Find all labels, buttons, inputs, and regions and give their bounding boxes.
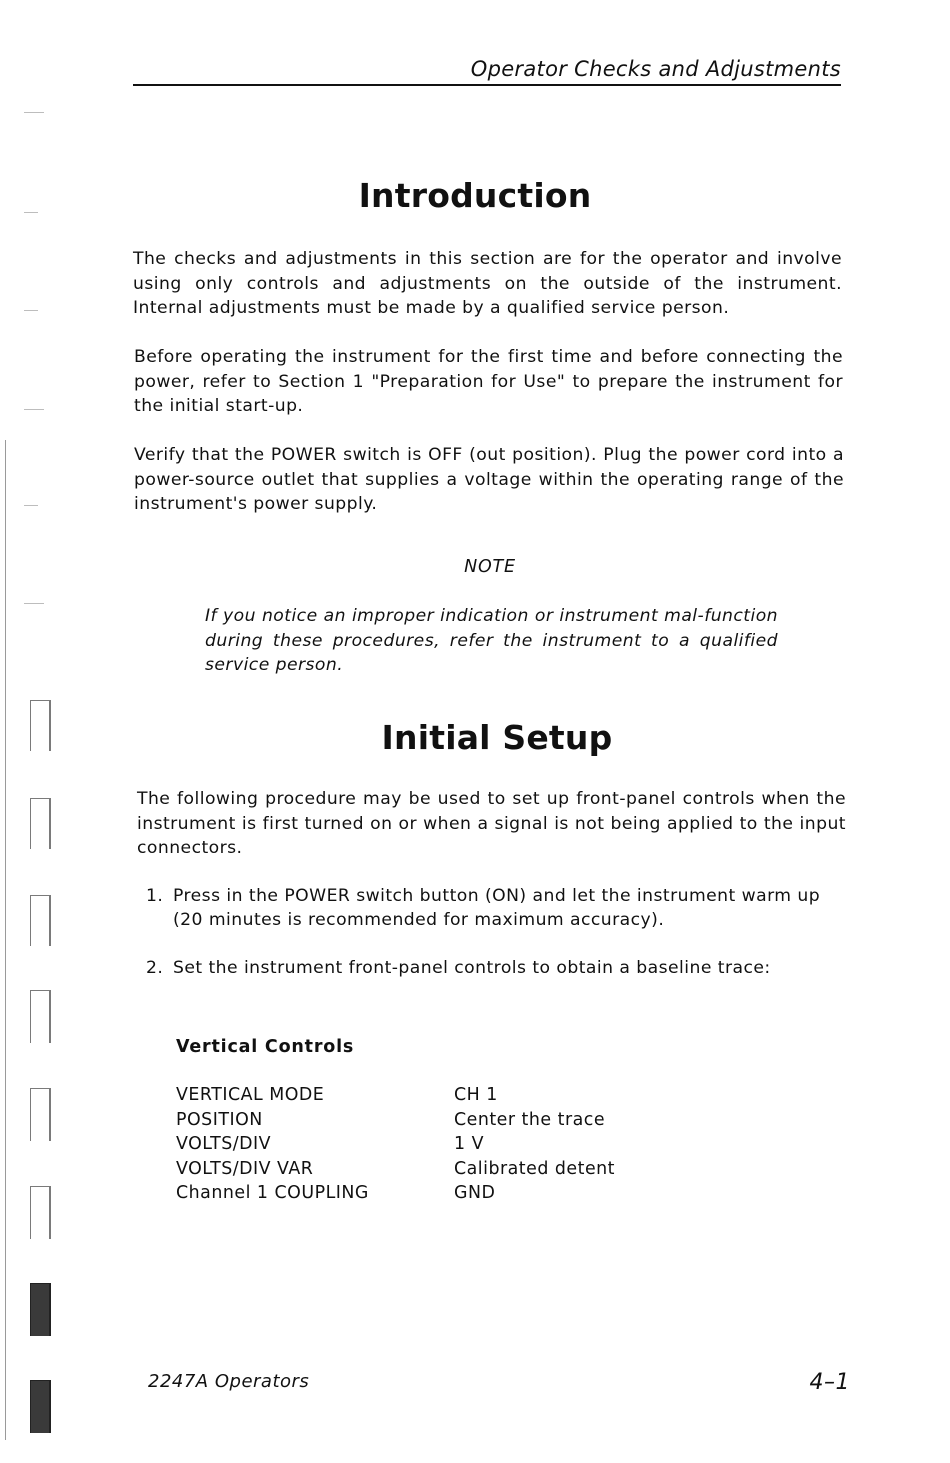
step-text: Press in the POWER switch button (ON) and let the instrument warm up bbox=[173, 886, 821, 906]
binding-tab bbox=[30, 990, 51, 1043]
binding-tab bbox=[30, 1088, 51, 1141]
binding-tab bbox=[30, 1186, 51, 1239]
control-setting: CH 1 bbox=[454, 1085, 498, 1105]
footer-page-number: 4–1 bbox=[809, 1370, 850, 1395]
binding-mark bbox=[24, 310, 38, 311]
control-setting: 1 V bbox=[454, 1134, 484, 1154]
binding-tab bbox=[30, 798, 51, 849]
intro-paragraph-2: Before operating the instrument for the first time and before connecting the power, refer to Section 1 "Preparation for Use" to prepare the instrument for the initial start-up. bbox=[134, 347, 843, 416]
control-setting: Calibrated detent bbox=[454, 1158, 615, 1179]
note-label: NOTE bbox=[464, 557, 516, 577]
control-name: VERTICAL MODE bbox=[176, 1085, 325, 1105]
control-name: VOLTS/DIV VAR bbox=[176, 1158, 314, 1179]
binding-tab bbox=[30, 1283, 51, 1336]
step-text-continued: (20 minutes is recommended for maximum accuracy). bbox=[173, 910, 665, 930]
control-setting: GND bbox=[454, 1183, 496, 1203]
note-text: If you notice an improper indication or instrument mal-function during these procedures, refer the instrument to a qualified service person. bbox=[205, 606, 778, 675]
footer-manual-title: 2247A Operators bbox=[148, 1371, 310, 1392]
running-head bbox=[133, 56, 841, 86]
binding-mark bbox=[24, 112, 44, 113]
control-name: Channel 1 COUPLING bbox=[176, 1183, 369, 1203]
control-name: VOLTS/DIV bbox=[176, 1134, 272, 1154]
binding-mark bbox=[24, 409, 44, 410]
step-text: Set the instrument front-panel controls to obtain a baseline trace: bbox=[173, 958, 771, 978]
initial-setup-heading: Initial Setup bbox=[381, 718, 613, 757]
control-name: POSITION bbox=[176, 1109, 263, 1130]
binding-mark bbox=[24, 603, 44, 604]
running-title: Operator Checks and Adjustments bbox=[470, 57, 841, 81]
binding-tab bbox=[30, 1380, 51, 1433]
intro-paragraph-3: Verify that the POWER switch is OFF (out position). Plug the power cord into a power-source outlet that supplies a voltage within the operating range of the instrument's power supply. bbox=[134, 445, 844, 514]
step-number: 2. bbox=[146, 958, 164, 978]
intro-paragraph-1: The checks and adjustments in this section are for the operator and involve using only controls and adjustments on the outside of the instrument. Internal adjustments must be made by a qualified service person. bbox=[133, 249, 842, 318]
control-setting: Center the trace bbox=[454, 1109, 606, 1130]
binding-line bbox=[5, 440, 6, 1440]
binding-tab bbox=[30, 895, 51, 946]
step-number: 1. bbox=[146, 886, 164, 906]
introduction-heading: Introduction bbox=[358, 176, 592, 215]
binding-mark bbox=[24, 505, 38, 506]
setup-intro-paragraph: The following procedure may be used to set up front-panel controls when the instrument is first turned on or when a signal is not being applied to the input connectors. bbox=[137, 789, 846, 858]
vertical-controls-heading: Vertical Controls bbox=[176, 1037, 355, 1057]
